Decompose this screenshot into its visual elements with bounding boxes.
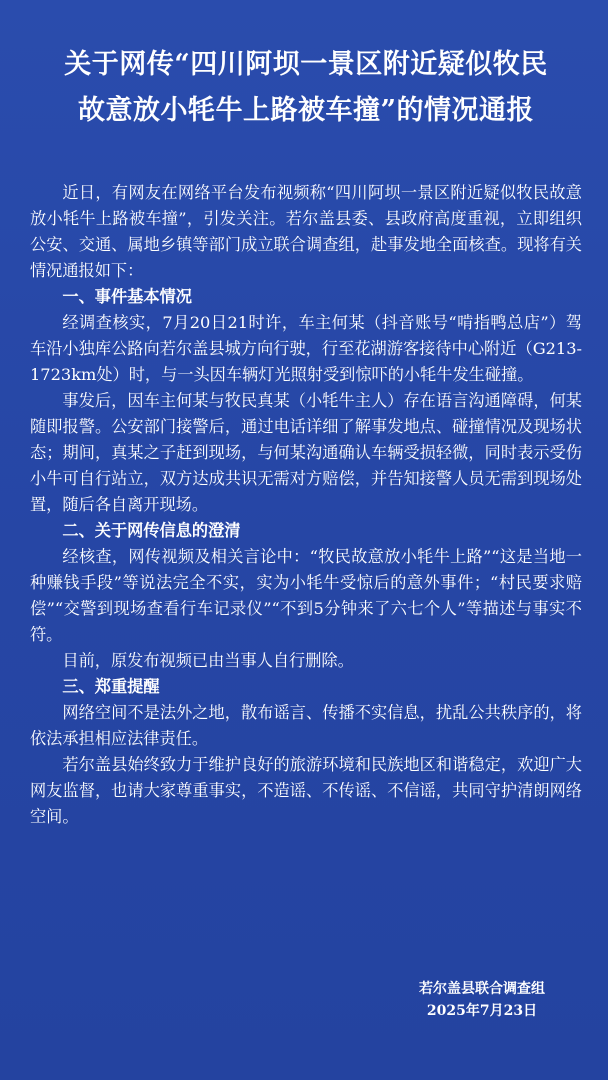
section-3-heading: 三、郑重提醒 — [62, 677, 160, 696]
notice-title — [30, 42, 582, 134]
intro-paragraph: 近日，有网友在网络平台发布视频称“四川阿坝一景区附近疑似牧民故意放小牦牛上路被车撞”，引发关注。若尔盖县委、县政府高度重视，立即组织公安、交通、属地乡镇等部门成立联合调查组，赴事发地全面核查。现将有关情况通报如下： — [30, 183, 582, 280]
title-line-1: 关于网传“四川阿坝一景区附近疑似牧民 — [64, 49, 548, 80]
section-3-paragraph-2: 若尔盖县始终致力于维护良好的旅游环境和民族地区和谐稳定，欢迎广大网友监督，也请大家尊重事实，不造谣、不传谣、不信谣，共同守护清朗网络空间。 — [30, 755, 582, 826]
section-1-paragraph-1: 经调查核实，7月20日21时许，车主何某（抖音账号“啃指鸭总店”）驾车沿小独库公路向若尔盖县城方向行驶，行至花湖游客接待中心附近（G213-1723km处）时，与一头因车辆灯光照射受到惊吓的小牦牛发生碰撞。 — [30, 313, 582, 384]
section-2-heading: 二、关于网传信息的澄清 — [62, 521, 241, 540]
notice-body — [30, 180, 582, 830]
signature-date: 2025年7月23日 — [426, 1003, 538, 1019]
title-line-2: 故意放小牦牛上路被车撞”的情况通报 — [77, 95, 535, 126]
section-1-paragraph-2: 事发后，因车主何某与牧民真某（小牦牛主人）存在语言沟通障碍，何某随即报警。公安部门接警后，通过电话详细了解事发地点、碰撞情况及现场状态；期间，真某之子赶到现场，与何某沟通确认车辆受损轻微，同时表示受伤小牛可自行站立，双方达成共识无需对方赔偿，并告知接警人员无需到现场处置，随后各自离开现场。 — [30, 391, 582, 514]
section-2-paragraph-2: 目前，原发布视频已由当事人自行删除。 — [62, 651, 354, 670]
signature-block — [382, 978, 582, 1022]
section-2-paragraph-1: 经核查，网传视频及相关言论中：“牧民故意放小牦牛上路”“这是当地一种赚钱手段”等说法完全不实，实为小牦牛受惊后的意外事件；“村民要求赔偿”“交警到现场查看行车记录仪”“不到5分钟来了六七个人”等描述与事实不符。 — [30, 547, 582, 644]
section-1-heading: 一、事件基本情况 — [62, 287, 192, 306]
signature-org: 若尔盖县联合调查组 — [419, 981, 545, 997]
section-3-paragraph-1: 网络空间不是法外之地，散布谣言、传播不实信息，扰乱公共秩序的，将依法承担相应法律责任。 — [30, 703, 582, 748]
